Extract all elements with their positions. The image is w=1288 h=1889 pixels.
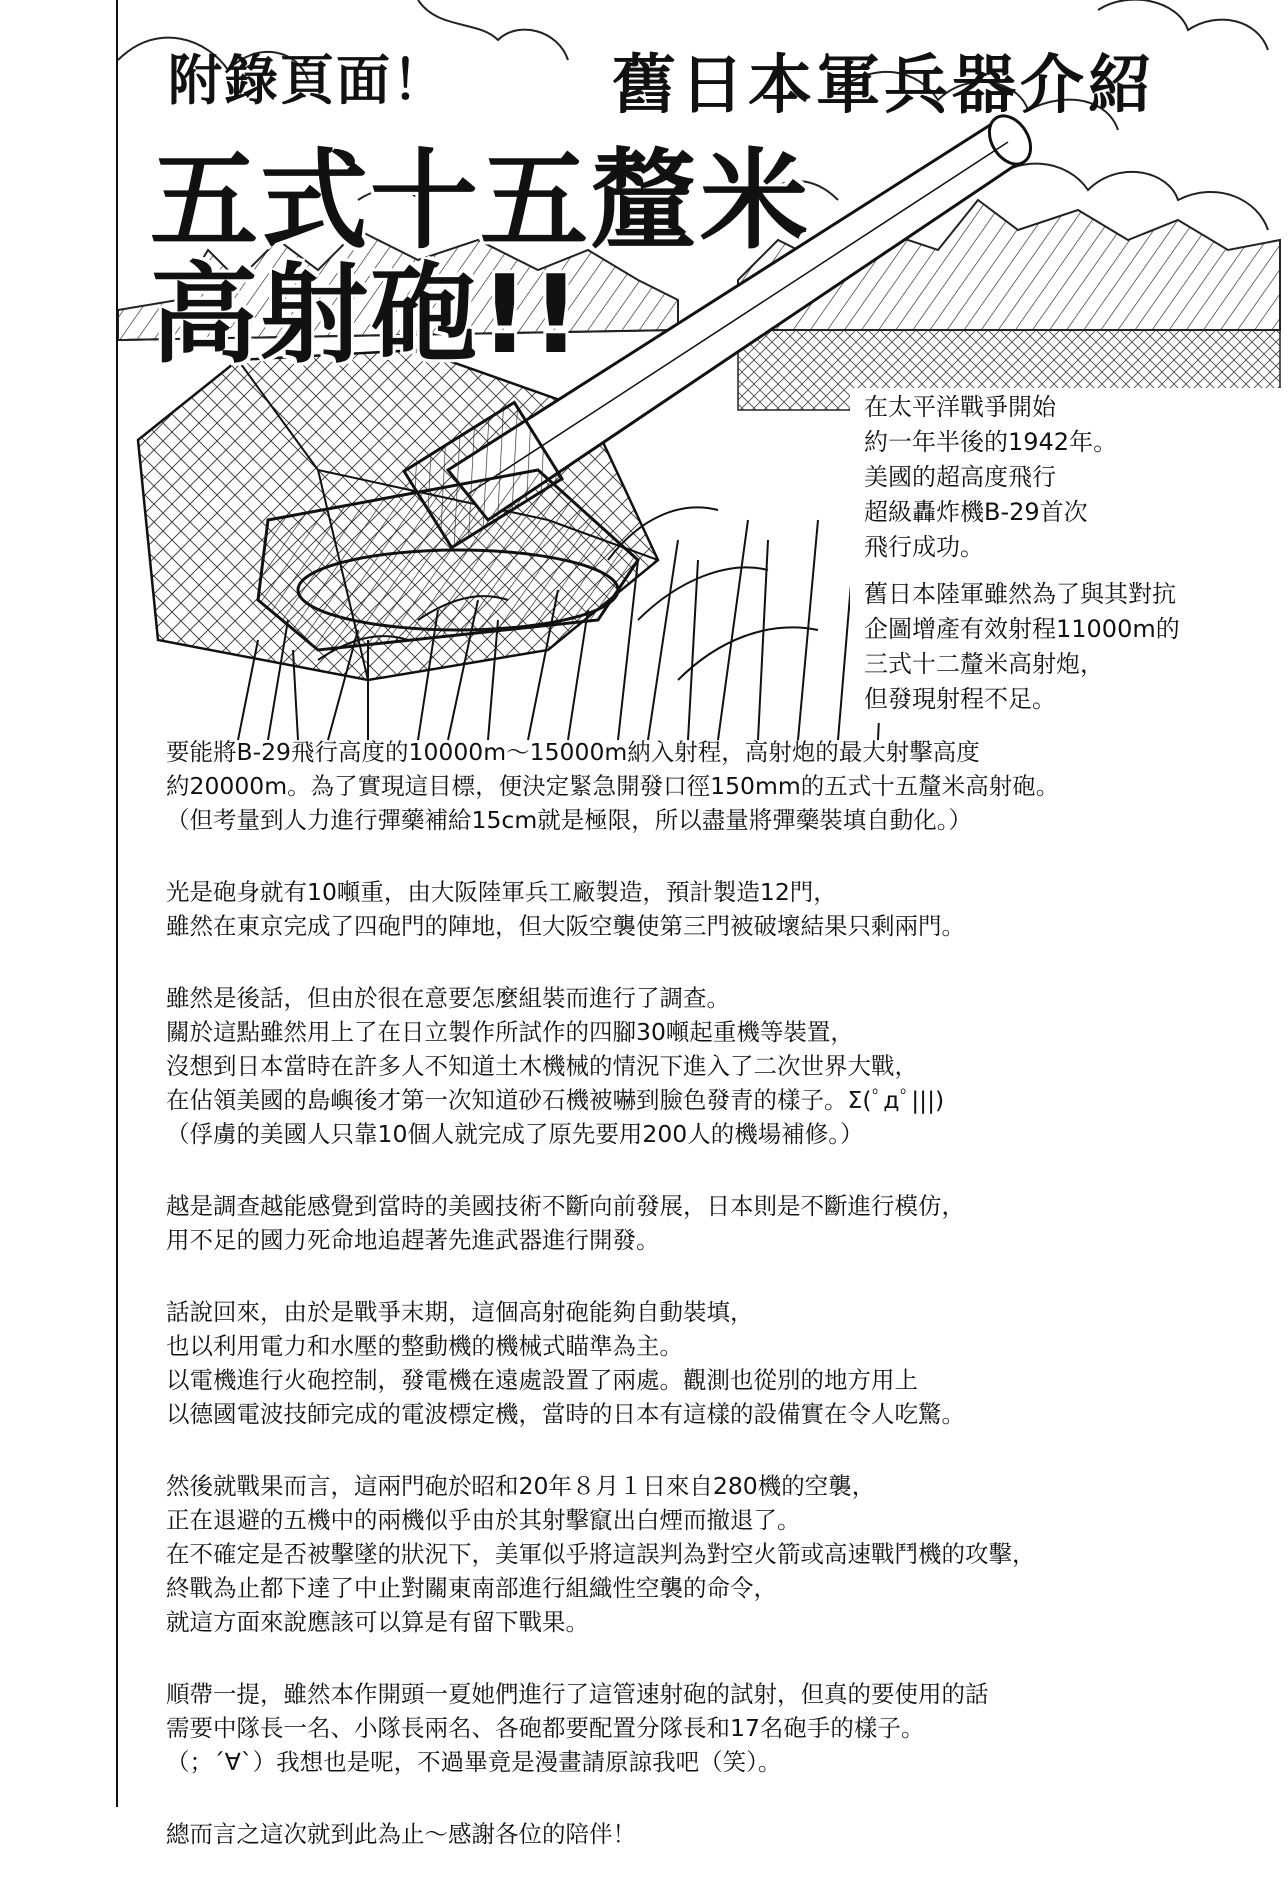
text-line: 美國的超高度飛行 [864, 463, 1056, 491]
text-line: 順帶一提，雖然本作開頭一夏她們進行了這管速射砲的試射，但真的要使用的話 [166, 1680, 989, 1708]
intro-paragraph [864, 577, 1282, 717]
body-paragraph [166, 1677, 1256, 1779]
text-line: 企圖增產有效射程11000m的 [864, 615, 1180, 643]
body-paragraph [166, 1295, 1256, 1431]
text-line: 但發現射程不足。 [864, 685, 1056, 713]
text-line: 在不確定是否被擊墜的狀況下，美軍似乎將這誤判為對空火箭或高速戰鬥機的攻擊， [166, 1540, 1036, 1568]
text-line: 三式十二釐米高射炮， [864, 650, 1104, 678]
text-line: 雖然在東京完成了四砲門的陣地，但大阪空襲使第三門被破壞結果只剩兩門。 [166, 912, 965, 940]
text-line: 需要中隊長一名、小隊長兩名、各砲都要配置分隊長和17名砲手的樣子。 [166, 1714, 925, 1742]
text-line: 以電機進行火砲控制，發電機在遠處設置了兩處。觀測也從別的地方用上 [166, 1366, 918, 1394]
text-line: 正在退避的五機中的兩機似乎由於其射擊竄出白煙而撤退了。 [166, 1506, 801, 1534]
article-body [166, 735, 1256, 1889]
body-paragraph [166, 875, 1256, 943]
text-line: 終戰為止都下達了中止對關東南部進行組織性空襲的命令， [166, 1574, 777, 1602]
text-line: 超級轟炸機B-29首次 [864, 498, 1088, 526]
text-line: 約20000m。為了實現這目標，便決定緊急開發口徑150mm的五式十五釐米高射砲。 [166, 772, 1060, 800]
body-paragraph [166, 1189, 1256, 1257]
text-line: （俘虜的美國人只靠10個人就完成了原先要用200人的機場補修。） [166, 1120, 864, 1148]
series-title: 舊日本軍兵器介紹 [612, 49, 1156, 123]
text-line: （但考量到人力進行彈藥補給15cm就是極限，所以盡量將彈藥裝填自動化。） [166, 806, 972, 834]
text-line: 雖然是後話，但由於很在意要怎麼組裝而進行了調查。 [166, 984, 730, 1012]
text-line: 光是砲身就有10噸重，由大阪陸軍兵工廠製造，預計製造12門， [166, 878, 837, 906]
text-line: 話說回來，由於是戰爭末期，這個高射砲能夠自動裝填， [166, 1298, 754, 1326]
text-line: 飛行成功。 [864, 533, 984, 561]
text-line: （；´∀`）我想也是呢，不過畢竟是漫畫請原諒我吧（笑）。 [166, 1748, 782, 1776]
page-title-line-2: 高射砲!! [150, 253, 583, 378]
body-paragraph [166, 1817, 1256, 1851]
text-line: 要能將B-29飛行高度的10000m～15000m納入射程，高射炮的最大射擊高度 [166, 738, 980, 766]
intro-caption [850, 388, 1288, 723]
body-paragraph [166, 735, 1256, 837]
text-line: 然後就戰果而言，這兩門砲於昭和20年８月１日來自280機的空襲， [166, 1472, 876, 1500]
intro-paragraph [864, 390, 1282, 565]
text-line: 總而言之這次就到此為止～感謝各位的陪伴！ [166, 1820, 636, 1848]
text-line: 舊日本陸軍雖然為了與其對抗 [864, 580, 1176, 608]
body-paragraph [166, 981, 1256, 1151]
text-line: 用不足的國力死命地追趕著先進武器進行開發。 [166, 1226, 660, 1254]
appendix-label: 附錄頁面！ [168, 49, 448, 112]
text-line: 關於這點雖然用上了在日立製作所試作的四腳30噸起重機等裝置， [166, 1018, 854, 1046]
body-paragraph [166, 1469, 1256, 1639]
text-line: 約一年半後的1942年。 [864, 428, 1118, 456]
panel-border [116, 0, 118, 1807]
page-title-line-1: 五式十五釐米 [150, 139, 811, 264]
text-line: 就這方面來說應該可以算是有留下戰果。 [166, 1608, 589, 1636]
text-line: 越是調查越能感覺到當時的美國技術不斷向前發展，日本則是不斷進行模仿， [166, 1192, 965, 1220]
text-line: 在太平洋戰爭開始 [864, 393, 1056, 421]
text-line: 以德國電波技師完成的電波標定機，當時的日本有這樣的設備實在令人吃驚。 [166, 1400, 965, 1428]
text-line: 也以利用電力和水壓的整動機的機械式瞄準為主。 [166, 1332, 683, 1360]
text-line: 沒想到日本當時在許多人不知道土木機械的情況下進入了二次世界大戰， [166, 1052, 918, 1080]
text-line: 在佔領美國的島嶼後才第一次知道砂石機被嚇到臉色發青的樣子。Σ(ﾟдﾟ|||) [166, 1086, 945, 1114]
